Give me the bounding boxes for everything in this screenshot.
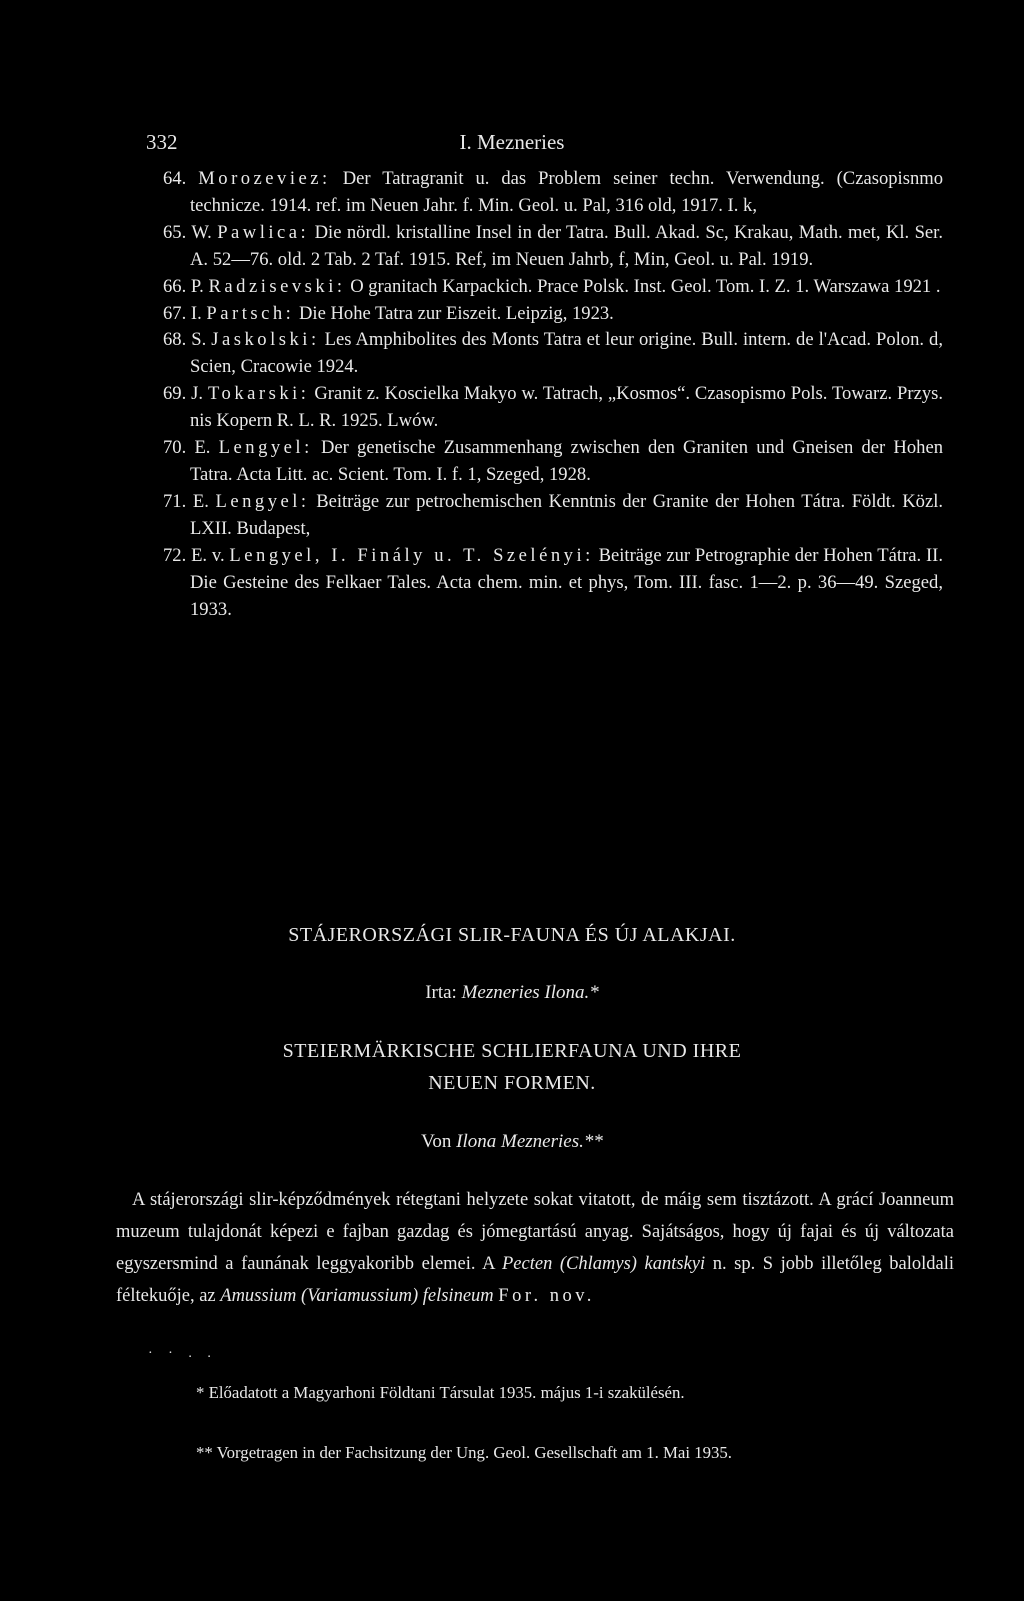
species-name: Amussium (Variamussium) felsineum [220,1286,494,1306]
article-title-german-line-2: NEUEN FORMEN. [428,1072,596,1094]
reference-item: 68. S. Jaskolski: Les Amphibolites des Monts Tatra et leur origine. Bull. intern. de l'Acad. Polon. d, Scien, Cracowie 1924. [163,329,943,378]
reference-author: Radzisevski: [208,275,346,297]
reference-author: Lengyel: [215,490,310,512]
footnote-1: * Előadatott a Magyarhoni Földtani Társulat 1935. május 1-i szakülésén. [196,1383,685,1402]
article-title-hungarian: STÁJERORSZÁGI SLIR-FAUNA ÉS ÚJ ALAKJAI. [288,924,736,946]
reference-author: Jaskolski: [211,329,320,351]
byline-german: Von Ilona Mezneries.** [421,1131,603,1152]
reference-item: 69. J. Tokarski: Granit z. Koscielka Makyo w. Tatrach, „Kosmos“. Czasopismo Pols. Towarz. Przys. nis Kopern R. L. R. 1925. Lwów. [163,383,944,432]
page-number: 332 [146,130,178,154]
body-paragraph: A stájerországi slir-képződmények rétegtani helyzete sokat vitatott, de máig sem tisztázott. A grácí Joanneum muzeum tulajdonát képezi e fajban gazdag és jómegtartású anyag. Sajátságos, hogy új fajai és új változata egyszersmind a faunának leggyakoribb elemei. A Pecten (Chlamys) kantskyi n. sp. S jobb illetőleg baloldali féltekuője, az Amussium (Variamussium) felsineum For. nov. [116,1190,955,1306]
reference-list [163,166,943,623]
reference-author: Tokarski: [207,383,310,405]
reference-item: 64. Morozeviez: Der Tatragranit u. das Problem seiner techn. Verwendung. (Czasopisnmo technicze. 1914. ref. im Neuen Jahr. f. Min. Geol. u. Pal, 316 old, 1917. I. k, [163,168,944,216]
reference-item: 66. P. Radzisevski: O granitach Karpackich. Prace Polsk. Inst. Geol. Tom. I. Z. 1. Warszawa 1921 . [163,275,941,297]
reference-item: 65. W. Pawlica: Die nördl. kristalline Insel in der Tatra. Bull. Akad. Sc, Krakau, Math. met, Kl. Ser. A. 52—76. old. 2 Tab. 2 Taf. 1915. Ref, im Neuen Jahrb, f, Min, Geol. u. Pal. 1919. [163,221,943,270]
author-name: Ilona Mezneries.** [456,1131,603,1152]
reference-item: 72. E. v. Lengyel, I. Finály u. T. Szelényi: Beiträge zur Petrographie der Hohen Tátra. II. Die Gesteine des Felkaer Tales. Acta chem. min. et phys, Tom. III. fasc. 1—2. p. 36—49. Szeged, 1933. [163,544,943,620]
byline-hungarian: Irta: Mezneries Ilona.* [425,982,599,1003]
author-name: Mezneries Ilona.* [461,982,599,1003]
reference-author: Lengyel, I. Finály u. T. Szelényi: [229,544,594,566]
article-title-german-line-1: STEIERMÄRKISCHE SCHLIERFAUNA UND IHRE [282,1040,742,1062]
reference-author: Morozeviez: [198,168,331,189]
species-name: Pecten (Chlamys) kantskyi [502,1254,706,1274]
reference-author: Partsch: [206,302,295,324]
separator-dots: · · . . [148,1346,217,1361]
reference-author: Lengyel: [218,437,313,459]
reference-item: 67. I. Partsch: Die Hohe Tatra zur Eiszeit. Leipzig, 1923. [163,302,614,324]
footnote-2: ** Vorgetragen in der Fachsitzung der Ung. Geol. Gesellschaft am 1. Mai 1935. [196,1443,732,1462]
running-title: I. Mezneries [459,130,565,154]
reference-author: Pawlica: [217,221,310,243]
reference-item: 70. E. Lengyel: Der genetische Zusammenhang zwischen den Graniten und Gneisen der Hohen Tatra. Acta Litt. ac. Scient. Tom. I. f. 1, Szeged, 1928. [163,437,944,485]
reference-item: 71. E. Lengyel: Beiträge zur petrochemischen Kenntnis der Granite der Hohen Tátra. Földt. Közl. LXII. Budapest, [163,490,944,539]
body-text [116,1184,954,1312]
